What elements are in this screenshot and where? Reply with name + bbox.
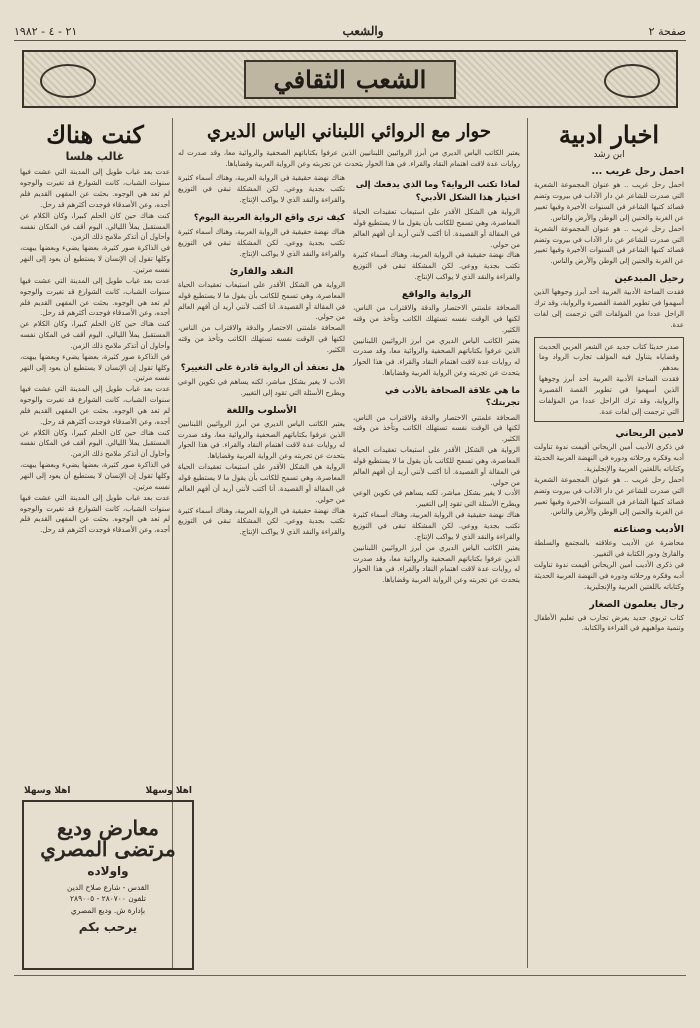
banner-word-2: الثقافي — [273, 64, 346, 94]
news-box-text: صدر حديثا كتاب جديد عن الشعر العربي الحديث وقضاياه يتناول فيه المؤلف تجارب الرواد وما بعدهم. — [539, 342, 679, 373]
news-item-1-title: احمل رحل غريب ... — [591, 166, 684, 178]
ad-welcome-right: اهلا وسهلا — [145, 786, 192, 796]
banner-ornament-left — [40, 64, 96, 98]
essay-text-1: عدت بعد غياب طويل إلى المدينة التي عشت فيها سنوات الشباب، كانت الشوارع قد تغيرت والوجوه لم تعد هي الوجوه. بحثت عن المقهى القديم فلم أجده، وعن الأصدقاء فوجدت أكثرهم قد رحل. — [20, 168, 170, 209]
news-item-3-text: في ذكرى الأديب أمين الريحاني أقيمت ندوة تناولت أدبه وفكره ورحلاته ودوره في النهضة العربية الحديثة وكتاباته باللغتين العربية والإنجليزية. — [534, 443, 684, 474]
answer-3-cont: الرواية هي الشكل الأقدر على استيعاب تعقيدات الحياة المعاصرة، وهي تسمح للكاتب بأن يقول ما لا يستطيع قوله في المقالة أو القصيدة. أنا أكتب لأنني أريد أن أفهم العالم من حولي. — [353, 446, 520, 487]
ad-company-sub: واولاده — [87, 864, 129, 878]
body-b6: هناك نهضة حقيقية في الرواية العربية، وهناك أسماء كثيرة تكتب بجدية ووعي. لكن المشكلة تبقى في التوزيع والقراءة والنقد الذي لا يواكب الإنتاج. — [178, 506, 345, 537]
essay-text-6: في الذاكرة صور كثيرة، بعضها يضيء وبعضها يبهت، وكلها تقول إن الإنسان لا يستطيع أن يعود إلى النهر نفسه مرتين. — [20, 352, 170, 383]
essay-text-9: في الذاكرة صور كثيرة، بعضها يضيء وبعضها يبهت، وكلها تقول إن الإنسان لا يستطيع أن يعود إلى النهر نفسه مرتين. — [20, 461, 170, 491]
banner-word-1: الشعب — [355, 64, 427, 94]
body-b2: الرواية هي الشكل الأقدر على استيعاب تعقيدات الحياة المعاصرة، وهي تسمح للكاتب بأن يقول ما لا يستطيع قوله في المقالة أو القصيدة. أنا أكتب لأنني أريد أن أفهم العالم من حولي. — [178, 280, 345, 322]
page-header — [14, 22, 686, 41]
answer-3: الصحافة علمتني الاختصار والدقة والاقتراب من الناس، لكنها في الوقت نفسه تستهلك الكاتب وتأخذ من وقته الكثير. — [353, 413, 520, 444]
answer-3-extra-2: يعتبر الكاتب الياس الديري من أبرز الروائيين اللبنانيين الذين عرفوا بكتاباتهم الصحفية والروائية معا، وقد صدرت له روايات عدة لاقت اهتمام النقاد والقراء. في هذا الحوار يتحدث عن تجربته وعن الرواية العربية وقضاياها. — [353, 543, 520, 585]
essay-text-10: عدت بعد غياب طويل إلى المدينة التي عشت فيها سنوات الشباب، كانت الشوارع قد تغيرت والوجوه لم تعد هي الوجوه. بحثت عن المقهى القديم فلم أجده، وعن الأصدقاء فوجدت أكثرهم قد رحل. — [20, 493, 170, 535]
news-item-4-text: محاضرة عن الأديب وعلاقته بالمجتمع والسلطة والقارئ ودور الكتابة في التغيير. — [534, 539, 684, 559]
question-2: كيف ترى واقع الرواية العربية اليوم؟ — [193, 213, 345, 224]
essay-title: كنت هناك — [46, 120, 144, 149]
answer-3-extra: هناك نهضة حقيقية في الرواية العربية، وهناك أسماء كثيرة تكتب بجدية ووعي. لكن المشكلة تبقى في التوزيع والقراءة والنقد الذي لا يواكب الإنتاج. — [353, 511, 520, 541]
news-item-1-text-cont: احمل رحل غريب .. هو عنوان المجموعة الشعرية التي صدرت للشاعر عن دار الآداب في بيروت وتضم قصائد كتبها الشاعر في السنوات الأخيرة وفيها تعبير عن الغربة والحنين إلى الوطن والأرض والناس. — [534, 224, 684, 266]
body-b3: الصحافة علمتني الاختصار والدقة والاقتراب من الناس، لكنها في الوقت نفسه تستهلك الكاتب وتأخذ من وقته الكثير. — [178, 324, 345, 354]
body-a1: الصحافة علمتني الاختصار والدقة والاقتراب من الناس، لكنها في الوقت نفسه تستهلك الكاتب وتأخذ من وقته الكثير. — [353, 304, 520, 334]
ad-welcome-left: اهلا وسهلا — [24, 786, 71, 796]
page-number: صفحة ٢ — [648, 24, 686, 38]
issue-date: ٢١ - ٤ - ١٩٨٢ — [14, 24, 78, 38]
subhead-3: الأسلوب واللغة — [226, 404, 297, 416]
essay-text-5: كنت هناك حين كان الحلم كبيرا، وكان الكلام عن المستقبل يملأ الليالي. اليوم أقف في المكان نفسه وأحاول أن أتذكر ملامح ذلك الزمن. — [20, 320, 170, 350]
answer-2: هناك نهضة حقيقية في الرواية العربية، وهناك أسماء كثيرة تكتب بجدية ووعي. لكن المشكلة تبقى في التوزيع والقراءة والنقد الذي لا يواكب الإنتاج. — [178, 228, 345, 259]
ad-phone: تلفون ٢٨٠٧٠٠ - ٢٨٩٠٠٥ — [70, 894, 146, 904]
essay-column — [20, 118, 170, 790]
news-item-2-title: رحيل المبدعين — [614, 273, 684, 285]
interview-article — [178, 118, 520, 976]
banner-ornament-right — [604, 64, 660, 98]
news-item-2-text: فقدت الساحة الأدبية العربية أحد أبرز وجوهها الذين أسهموا في تطوير القصة القصيرة والرواية، وقد ترك الراحل عددا من المؤلفات التي ترجمت إلى لغات عدة. — [534, 288, 684, 329]
news-item-3-text-cont: احمل رحل غريب .. هو عنوان المجموعة الشعرية التي صدرت للشاعر عن دار الآداب في بيروت وتضم قصائد كتبها الشاعر في السنوات الأخيرة وفيها تعبير عن الغربة والحنين إلى الوطن والأرض والناس. — [534, 475, 684, 517]
body-a2: يعتبر الكاتب الياس الديري من أبرز الروائيين اللبنانيين الذين عرفوا بكتاباتهم الصحفية والروائية معا، وقد صدرت له روايات عدة لاقت اهتمام النقاد والقراء. في هذا الحوار يتحدث عن تجربته وعن الرواية العربية وقضاياها. — [353, 336, 520, 378]
ad-greeting: يرحب بكم — [78, 919, 138, 934]
body-b1: هناك نهضة حقيقية في الرواية العربية، وهناك أسماء كثيرة تكتب بجدية ووعي. لكن المشكلة تبقى في التوزيع والقراءة والنقد الذي لا يواكب الإنتاج. — [178, 174, 345, 205]
section-banner — [22, 50, 678, 108]
body-b5: الرواية هي الشكل الأقدر على استيعاب تعقيدات الحياة المعاصرة، وهي تسمح للكاتب بأن يقول ما لا يستطيع قوله في المقالة أو القصيدة. أنا أكتب لأنني أريد أن أفهم العالم من حولي. — [178, 463, 345, 504]
bottom-rule — [14, 975, 686, 976]
literary-news-title: اخبار ادبية — [558, 120, 660, 149]
essay-text-7: عدت بعد غياب طويل إلى المدينة التي عشت فيها سنوات الشباب، كانت الشوارع قد تغيرت والوجوه لم تعد هي الوجوه. بحثت عن المقهى القديم فلم أجده، وعن الأصدقاء فوجدت أكثرهم قد رحل. — [20, 385, 170, 426]
answer-4: الأدب لا يغير بشكل مباشر، لكنه يساهم في تكوين الوعي ويطرح الأسئلة التي تقود إلى التغيير. — [178, 378, 345, 397]
news-item-5-title: رجال يعلمون الصغار — [589, 598, 684, 610]
question-4: هل تعتقد أن الرواية قادرة على التغيير؟ — [180, 362, 345, 373]
advertisement-box — [22, 786, 194, 970]
interview-columns — [178, 173, 520, 586]
interview-intro: يعتبر الكاتب الياس الديري من أبرز الروائيين اللبنانيين الذين عرفوا بكتاباتهم الصحفية والروائية معا، وقد صدرت له روايات عدة لاقت اهتمام النقاد والقراء. في هذا الحوار يتحدث عن تجربته وعن الرواية العربية وقضاياها. — [178, 148, 520, 168]
interview-col-b — [178, 173, 345, 586]
interview-col-a — [353, 173, 520, 586]
essay-text-8: كنت هناك حين كان الحلم كبيرا، وكان الكلام عن المستقبل يملأ الليالي. اليوم أقف في المكان نفسه وأحاول أن أتذكر ملامح ذلك الزمن. — [20, 428, 170, 459]
ad-company-name: معارض وديع مرتضى المصري — [40, 816, 176, 861]
body-b4: يعتبر الكاتب الياس الديري من أبرز الروائيين اللبنانيين الذين عرفوا بكتاباتهم الصحفية والروائية معا، وقد صدرت له روايات عدة لاقت اهتمام النقاد والقراء. في هذا الحوار يتحدث عن تجربته وعن الرواية العربية وقضاياها. — [178, 419, 345, 461]
answer-1: الرواية هي الشكل الأقدر على استيعاب تعقيدات الحياة المعاصرة، وهي تسمح للكاتب بأن يقول ما لا يستطيع قوله في المقالة أو القصيدة. أنا أكتب لأنني أريد أن أفهم العالم من حولي. — [353, 208, 520, 249]
news-box-text-cont: فقدت الساحة الأدبية العربية أحد أبرز وجوهها الذين أسهموا في تطوير القصة القصيرة والرواية، وقد ترك الراحل عددا من المؤلفات التي ترجمت إلى لغات عدة. — [539, 375, 679, 416]
essay-text-3: في الذاكرة صور كثيرة، بعضها يضيء وبعضها يبهت، وكلها تقول إن الإنسان لا يستطيع أن يعود إلى النهر نفسه مرتين. — [20, 244, 170, 274]
news-item-4-text-cont: في ذكرى الأديب أمين الريحاني أقيمت ندوة تناولت أدبه وفكره ورحلاته ودوره في النهضة العربية الحديثة وكتاباته باللغتين العربية والإنجليزية. — [534, 561, 684, 591]
essay-byline: غالب هلسا — [65, 150, 125, 164]
essay-text-4: عدت بعد غياب طويل إلى المدينة التي عشت فيها سنوات الشباب، كانت الشوارع قد تغيرت والوجوه لم تعد هي الوجوه. بحثت عن المقهى القديم فلم أجده، وعن الأصدقاء فوجدت أكثرهم قد رحل. — [20, 276, 170, 318]
news-item-1-text: احمل رحل غريب .. هو عنوان المجموعة الشعرية التي صدرت للشاعر عن دار الآداب في بيروت وتضم قصائد كتبها الشاعر في السنوات الأخيرة وفيها تعبير عن الغربة والحنين إلى الوطن والأرض والناس. — [534, 181, 684, 222]
interview-title: حوار مع الروائي اللبناني الياس الديري — [207, 121, 491, 142]
news-item-5-text: كتاب تربوي جديد يعرض تجارب في تعليم الأطفال وتنمية مواهبهم في القراءة والكتابة. — [534, 613, 684, 633]
literary-news-column — [534, 118, 684, 976]
news-item-4-title: الأديب وصناعته — [613, 524, 684, 536]
subhead-1: الرواية والواقع — [401, 289, 472, 301]
column-rule-1 — [527, 118, 528, 968]
news-item-3-title: لامين الريحاني — [615, 428, 684, 440]
ad-manager: بإدارة ش. وديع المصري — [70, 905, 146, 915]
ad-welcome-row — [24, 786, 192, 796]
banner-plate — [244, 60, 457, 99]
answer-1-cont: هناك نهضة حقيقية في الرواية العربية، وهناك أسماء كثيرة تكتب بجدية ووعي. لكن المشكلة تبقى في التوزيع والقراءة والنقد الذي لا يواكب الإنتاج. — [353, 251, 520, 282]
paper-name: والشعب — [342, 24, 384, 38]
question-1: لماذا تكتب الرواية؟ وما الذي يدفعك إلى اختيار هذا الشكل الأدبي؟ — [355, 180, 520, 203]
news-box — [534, 337, 684, 423]
question-3: ما هي علاقة الصحافة بالأدب في تجربتك؟ — [384, 385, 520, 409]
ad-address: القدس - شارع صلاح الدين — [67, 883, 149, 892]
literary-news-byline: ابن رشد — [593, 150, 625, 161]
essay-text-2: كنت هناك حين كان الحلم كبيرا، وكان الكلام عن المستقبل يملأ الليالي. اليوم أقف في المكان نفسه وأحاول أن أتذكر ملامح ذلك الزمن. — [20, 211, 170, 242]
subhead-2: النقد والقارئ — [229, 265, 294, 277]
answer-3-more: الأدب لا يغير بشكل مباشر، لكنه يساهم في تكوين الوعي ويطرح الأسئلة التي تقود إلى التغيير. — [353, 489, 520, 509]
